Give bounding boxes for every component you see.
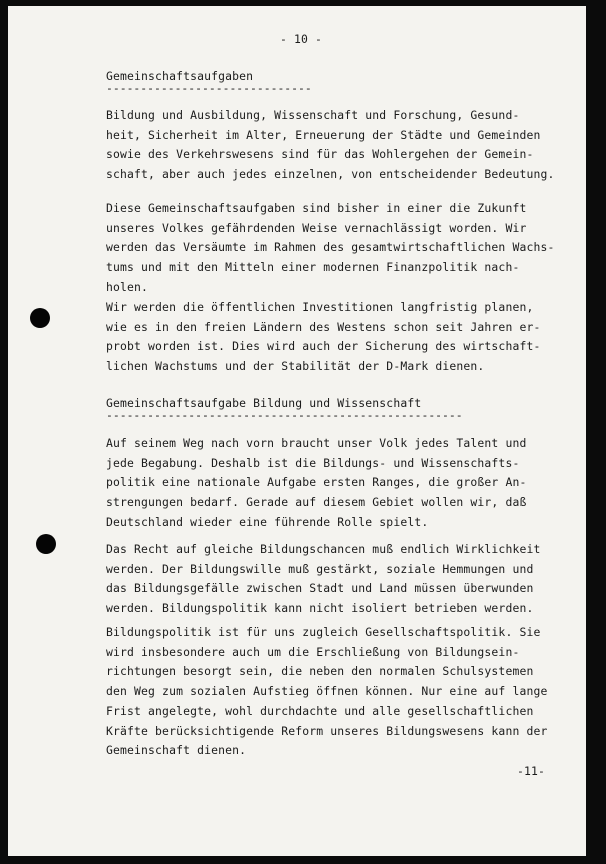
text-line: holen. — [106, 279, 149, 294]
text-line: Deutschland wieder eine führende Rolle spielt. — [106, 514, 429, 529]
text-line: Kräfte berücksichtigende Reform unseres Bildungswesens kann der — [106, 723, 548, 738]
text-line: Wir werden die öffentlichen Investitionen langfristig planen, — [106, 300, 534, 314]
text-line: Diese Gemeinschaftsaufgaben sind bisher in einer die Zukunft — [106, 201, 527, 215]
text-line: strengungen bedarf. Gerade auf diesem Gebiet wollen wir, daß — [106, 495, 527, 510]
text-line: Das Recht auf gleiche Bildungschancen muß endlich Wirklichkeit — [106, 542, 541, 556]
text-line: werden das Versäumte im Rahmen des gesamtwirtschaftlichen Wachs- — [106, 240, 555, 255]
paragraph-2-2 — [106, 540, 540, 619]
text-line: richtungen besorgt sein, die neben den normalen Schulsystemen — [106, 664, 534, 679]
punch-hole-top — [30, 308, 50, 328]
text-line: werden. Bildungspolitik kann nicht isoliert betrieben werden. — [106, 601, 534, 616]
punch-hole-bottom — [36, 534, 56, 554]
paragraph-2-1 — [106, 434, 526, 533]
continuation-marker: -11- — [517, 764, 546, 778]
text-line: Frist angelegte, wohl durchdachte und alle gesellschaftlichen — [106, 703, 534, 718]
text-line: werden. Der Bildungswille muß gestärkt, soziale Hemmungen und — [106, 561, 534, 576]
page-number: - 10 - — [280, 32, 323, 46]
text-line: unseres Volkes gefährdenden Weise vernachlässigt worden. Wir — [106, 220, 527, 235]
text-line: den Weg zum sozialen Aufstieg öffnen können. Nur eine auf lange — [106, 684, 548, 699]
text-line: wird insbesondere auch um die Erschließung von Bildungsein- — [106, 644, 520, 659]
text-line: wie es in den freien Ländern des Westens schon seit Jahren er- — [106, 319, 541, 334]
section-heading-1: Gemeinschaftsaufgaben — [106, 69, 254, 83]
text-line: jede Begabung. Deshalb ist die Bildungs- und Wissenschafts- — [106, 455, 520, 470]
text-line: probt worden ist. Dies wird auch der Sicherung des wirtschaft- — [106, 339, 541, 354]
text-line: tums und mit den Mitteln einer modernen Finanzpolitik nach- — [106, 260, 520, 275]
document-page — [8, 6, 586, 856]
text-line: Bildung und Ausbildung, Wissenschaft und Forschung, Gesund- — [106, 108, 520, 122]
heading-underline-2: ---------------------------------------------------- — [106, 408, 463, 422]
text-line: schaft, aber auch jedes einzelnen, von entscheidender Bedeutung. — [106, 167, 555, 182]
paragraph-1-2 — [106, 199, 555, 298]
text-line: Gemeinschaft dienen. — [106, 743, 247, 758]
text-line: heit, Sicherheit im Alter, Erneuerung der Städte und Gemeinden — [106, 127, 541, 142]
text-line: das Bildungsgefälle zwischen Stadt und Land müssen überwunden — [106, 581, 534, 596]
paragraph-2-3 — [106, 623, 548, 761]
heading-underline-1: ------------------------------ — [106, 81, 312, 95]
text-line: sowie des Verkehrswesens sind für das Wohlergehen der Gemein- — [106, 147, 534, 162]
paragraph-1-3 — [106, 298, 540, 377]
text-line: politik eine nationale Aufgabe ersten Ranges, die großer An- — [106, 475, 527, 490]
text-line: lichen Wachstums und der Stabilität der D-Mark dienen. — [106, 359, 485, 374]
section-heading-2: Gemeinschaftsaufgabe Bildung und Wissenschaft — [106, 396, 422, 410]
paragraph-1-1 — [106, 106, 555, 185]
text-line: Bildungspolitik ist für uns zugleich Gesellschaftspolitik. Sie — [106, 625, 541, 639]
text-line: Auf seinem Weg nach vorn braucht unser Volk jedes Talent und — [106, 436, 527, 450]
